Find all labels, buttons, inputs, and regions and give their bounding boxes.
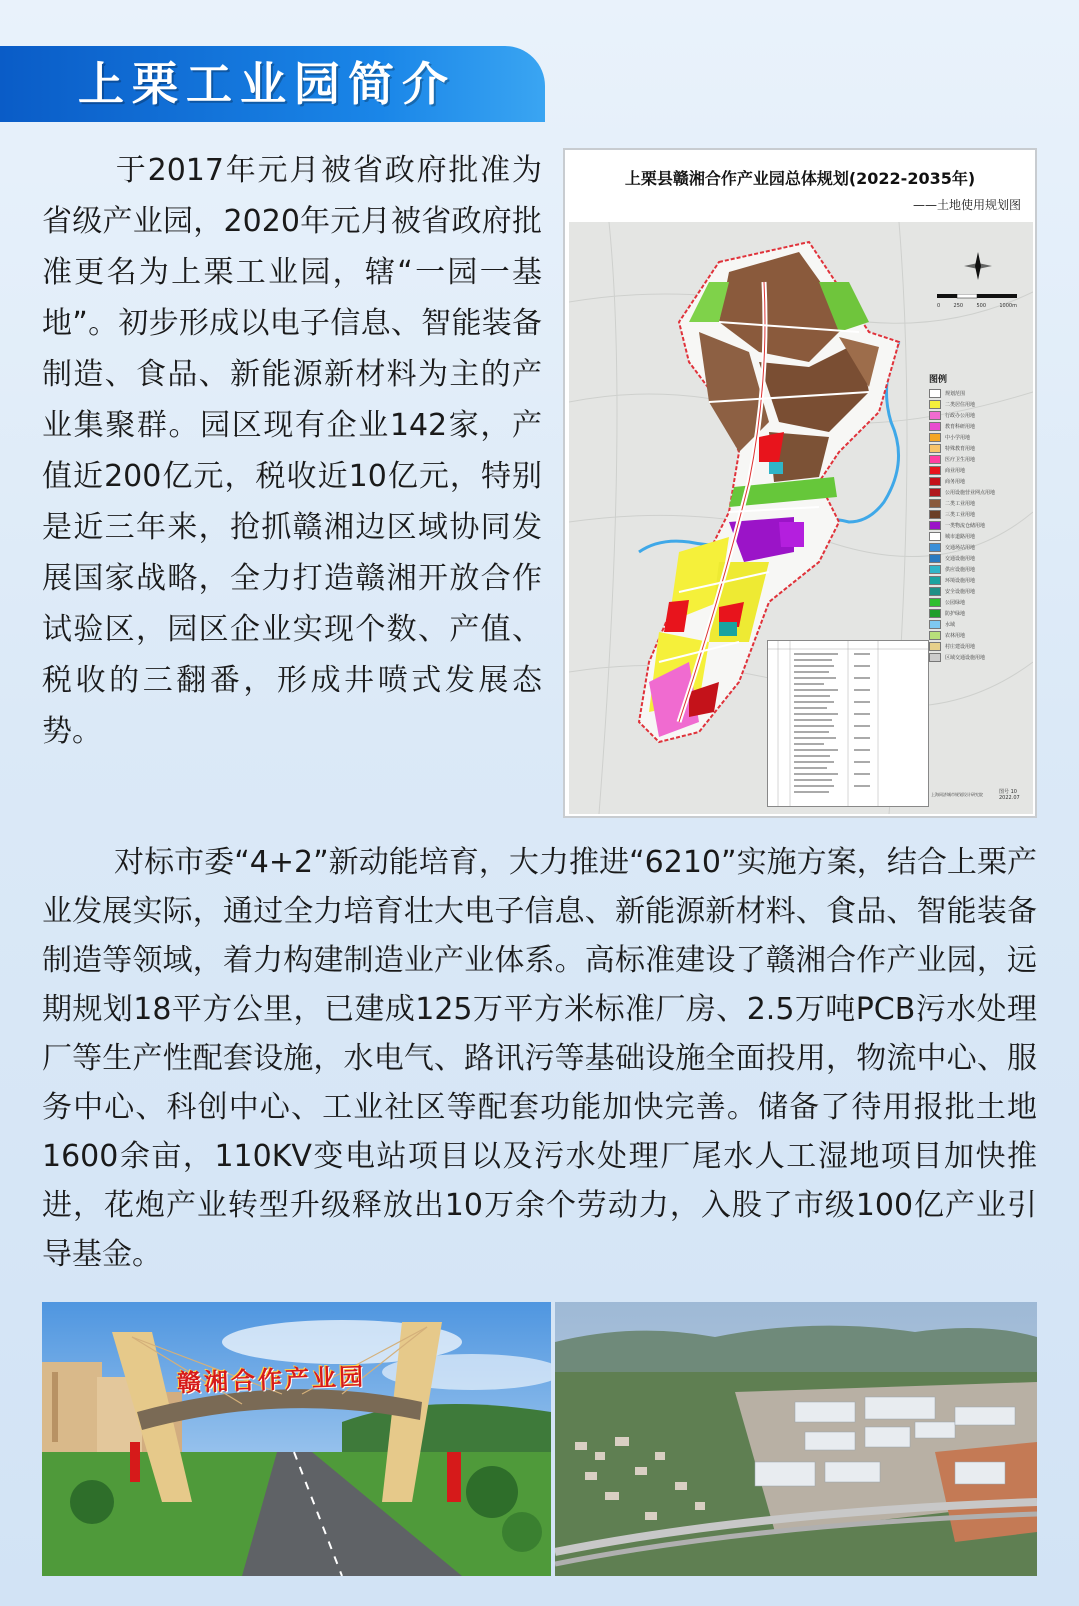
legend-swatch [929,576,941,585]
legend-item [929,641,1027,652]
legend-label: 交通设施用地 [945,556,976,562]
legend-item [929,388,1027,399]
intro-paragraph [42,145,542,757]
legend-label: 环境设施用地 [945,578,976,584]
legend-item [929,575,1027,586]
page-title: 上栗工业园简介 [78,57,456,111]
legend-swatch [929,433,941,442]
legend-label: 公园绿地 [945,600,966,606]
legend-swatch [929,499,941,508]
legend-label: 水域 [945,622,956,628]
legend-label: 一类物流仓储用地 [945,523,986,529]
legend-item [929,443,1027,454]
legend-label: 商务用地 [945,479,966,485]
arch-sign: 赣湘合作产业园 [176,1362,367,1398]
scale-label: 0 [937,303,941,309]
legend-label: 公用设施营业网点用地 [945,490,996,496]
legend-item [929,586,1027,597]
legend-item [929,421,1027,432]
legend-swatch [929,466,941,475]
land-use-table [767,640,929,807]
legend-label: 教育科研用地 [945,424,976,430]
scale-label: 1000m [999,303,1017,309]
legend-item [929,553,1027,564]
legend-swatch [929,554,941,563]
map-sheet-info [999,788,1020,801]
legend-item [929,454,1027,465]
scale-label: 250 [953,303,964,309]
legend-swatch [929,444,941,453]
map-legend [929,372,1027,663]
legend-label: 规划范围 [945,391,966,397]
legend-swatch [929,565,941,574]
legend-swatch [929,598,941,607]
legend-swatch [929,400,941,409]
legend-label: 中小学用地 [945,435,971,441]
intro-text: 于2017年元月被省政府批准为省级产业园，2020年元月被省政府批准更名为上栗工业园，辖“一园一基地”。初步形成以电子信息、智能装备制造、食品、新能源新材料为主的产业集聚群。园区现有企业142家，产值近200亿元，税收近10亿元，特别是近三年来，抢抓赣湘边区域协同发展国家战略，全力打造赣湘开放合作试验区，园区企业实现个数、产值、税收的三翻番，形成井喷式发展态势。 [42,153,542,749]
legend-item [929,432,1027,443]
legend-item [929,520,1027,531]
legend-swatch [929,521,941,530]
legend-item [929,608,1027,619]
legend-item [929,630,1027,641]
legend-label: 交通场站用地 [945,545,976,551]
legend-item [929,476,1027,487]
map-canvas [569,222,1033,814]
legend-label: 区域交通设施用地 [945,655,986,661]
legend-swatch [929,543,941,552]
sheet-date: 2022.07 [999,795,1020,801]
legend-item [929,652,1027,663]
legend-swatch [929,389,941,398]
legend-item [929,399,1027,410]
legend-item [929,619,1027,630]
legend-swatch [929,488,941,497]
legend-label: 防护绿地 [945,611,966,617]
legend-swatch [929,455,941,464]
map-subtitle: ——土地使用规划图 [912,198,1021,212]
development-paragraph [42,838,1037,1279]
scale-label: 500 [976,303,986,309]
legend-label: 三类工业用地 [945,512,976,518]
park-gate-image [42,1302,551,1576]
land-use-map [563,148,1037,818]
legend-label: 供应设施用地 [945,567,976,573]
legend-swatch [929,631,941,640]
legend-label: 安全设施用地 [945,589,976,595]
legend-swatch [929,587,941,596]
compass-icon [964,252,992,280]
photo-aerial-view [555,1302,1037,1576]
legend-label: 二类工业用地 [945,501,976,507]
legend-label: 商业用地 [945,468,966,474]
legend-swatch [929,653,941,662]
development-text: 对标市委“4+2”新动能培育，大力推进“6210”实施方案，结合上栗产业发展实际，通过全力培育壮大电子信息、新能源新材料、食品、智能装备制造等领域，着力构建制造业产业体系。高标准建设了赣湘合作产业园，远期规划18平方公里，已建成125万平方米标准厂房、2.5万吨PCB污水处理厂等生产性配套设施，水电气、路讯污等基础设施全面投用，物流中心、服务中心、科创中心、工业社区等配套功能加快完善。储备了待用报批土地1600余亩，110KV变电站项目以及污水处理厂尾水人工湿地项目加快推进，花炮产业转型升级释放出10万余个劳动力，入股了市级100亿产业引导基金。 [42,845,1037,1272]
legend-label: 城市道路用地 [945,534,976,540]
sheet-number: 10 [1010,789,1017,795]
legend-swatch [929,620,941,629]
legend-label: 特殊教育用地 [945,446,976,452]
legend-item [929,487,1027,498]
legend-swatch [929,411,941,420]
legend-swatch [929,532,941,541]
legend-swatch [929,609,941,618]
map-org: 上海同济城市规划设计研究院 [931,792,983,797]
legend-label: 村庄建设用地 [945,644,976,650]
legend-swatch [929,642,941,651]
legend-swatch [929,477,941,486]
legend-item [929,509,1027,520]
legend-item [929,564,1027,575]
sheet-label: 图号 [999,789,1010,795]
legend-label: 医疗卫生用地 [945,457,976,463]
legend-label: 二类居住用地 [945,402,976,408]
legend-swatch [929,422,941,431]
legend-label: 行政办公用地 [945,413,976,419]
map-title: 上栗县赣湘合作产业园总体规划(2022-2035年) [624,169,976,188]
scale-bar [937,284,1017,309]
legend-item [929,597,1027,608]
aerial-image [555,1302,1037,1576]
legend-item [929,542,1027,553]
legend-item [929,531,1027,542]
legend-heading: 图例 [929,375,948,385]
legend-item [929,498,1027,509]
legend-label: 农林用地 [945,633,966,639]
legend-item [929,465,1027,476]
photo-park-gate [42,1302,551,1576]
legend-item [929,410,1027,421]
legend-swatch [929,510,941,519]
